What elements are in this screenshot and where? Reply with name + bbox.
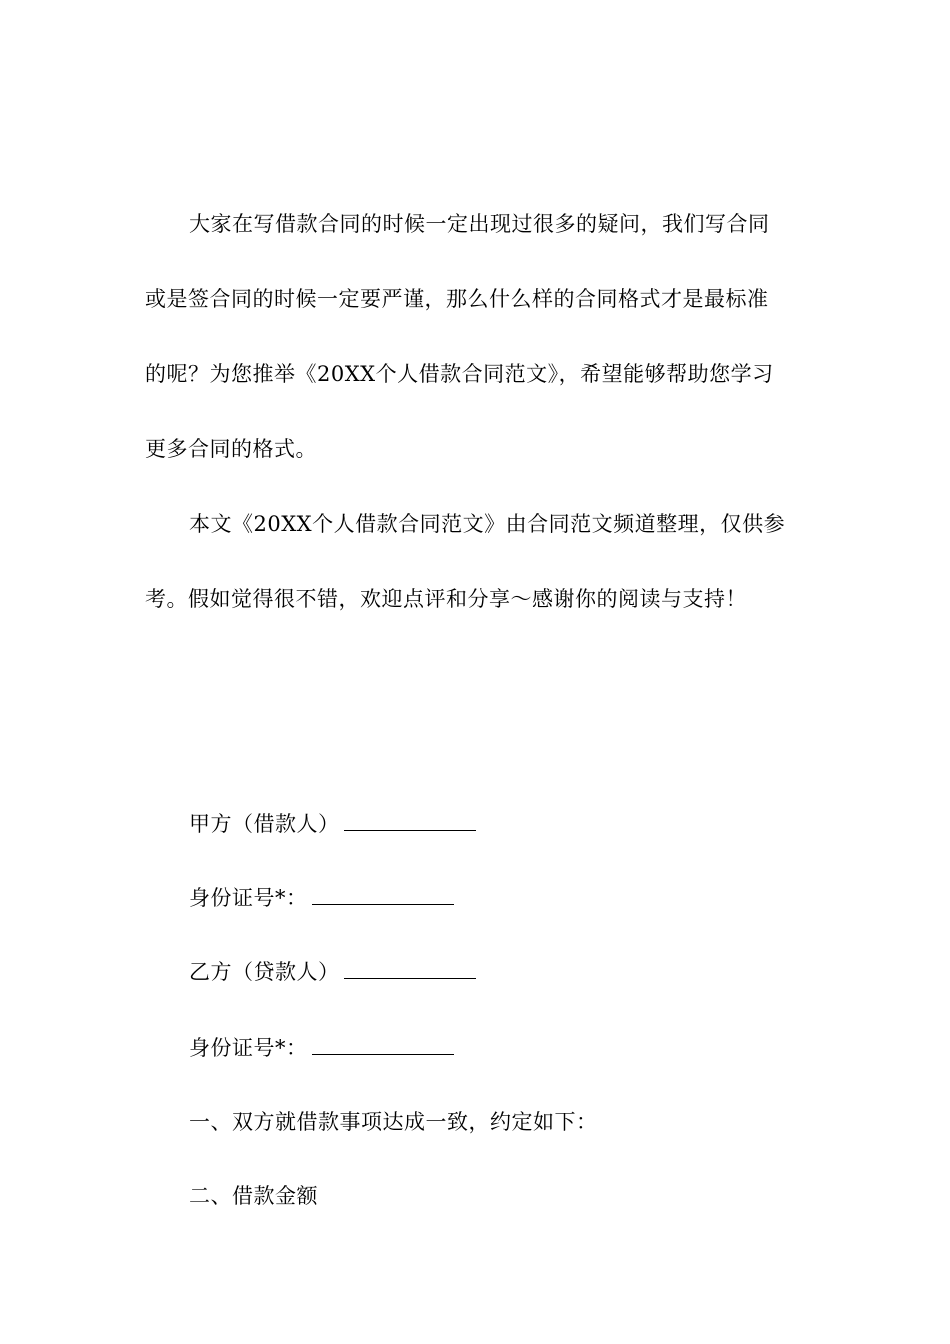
text-line: 的呢？为您推举《20XX个人借款合同范文》，希望能够帮助您学习 bbox=[145, 362, 774, 386]
clause-1: 一、双方就借款事项达成一致，约定如下： bbox=[189, 1110, 598, 1134]
party-a-label: 甲方（借款人） bbox=[189, 812, 340, 836]
party-b-label: 乙方（贷款人） bbox=[189, 960, 340, 984]
intro-paragraph-2 bbox=[145, 487, 805, 637]
party-a-blank[interactable] bbox=[344, 808, 476, 831]
text-line: 考。假如觉得很不错，欢迎点评和分享～感谢你的阅读与支持！ bbox=[145, 587, 747, 611]
party-b-id-label: 身份证号*： bbox=[189, 1036, 308, 1060]
party-a-field bbox=[189, 808, 476, 839]
clause-2: 二、借款金额 bbox=[189, 1184, 318, 1208]
party-b-field bbox=[189, 956, 476, 987]
party-a-id-label: 身份证号*： bbox=[189, 886, 308, 910]
party-a-id-field bbox=[189, 882, 454, 913]
text-line: 本文《20XX个人借款合同范文》由合同范文频道整理，仅供参 bbox=[189, 512, 786, 536]
text-line: 或是签合同的时候一定要严谨，那么什么样的合同格式才是最标准 bbox=[145, 287, 769, 311]
text-line: 更多合同的格式。 bbox=[145, 437, 317, 461]
party-b-id-blank[interactable] bbox=[312, 1032, 454, 1055]
party-b-id-field bbox=[189, 1032, 454, 1063]
party-b-blank[interactable] bbox=[344, 956, 476, 979]
intro-paragraph-1 bbox=[145, 187, 805, 487]
party-a-id-blank[interactable] bbox=[312, 882, 454, 905]
text-line: 大家在写借款合同的时候一定出现过很多的疑问，我们写合同 bbox=[189, 212, 770, 236]
